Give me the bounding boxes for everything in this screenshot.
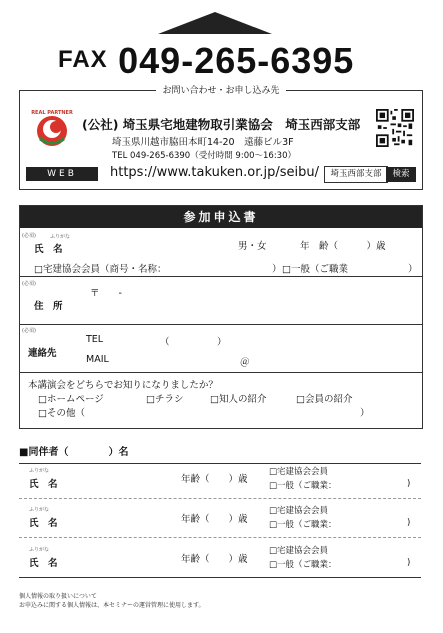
divider <box>20 372 422 373</box>
furigana-label: ふりがな <box>29 468 50 474</box>
header-triangle <box>158 12 272 34</box>
general-option[interactable]: □一般（ご職業 <box>282 264 348 275</box>
fax-label: FAX <box>58 46 108 73</box>
postal-code-field[interactable]: 〒 - <box>90 288 122 299</box>
survey-option-flyer[interactable]: □チラシ <box>146 394 184 405</box>
companion-member-option[interactable]: □宅建協会会員 <box>269 506 329 516</box>
divider <box>19 537 421 538</box>
contact-box <box>19 86 423 190</box>
gender-select[interactable]: 男・女 <box>238 241 267 252</box>
contact-label: 連絡先 <box>28 348 57 359</box>
companion-general-option[interactable]: □一般（ご職業： <box>269 520 337 530</box>
age-field[interactable]: 年 齢（ ）歳 <box>300 241 386 252</box>
furigana-label: ふりがな <box>29 507 50 513</box>
privacy-heading: 個人情報の取り扱いについて <box>19 593 97 600</box>
search-box[interactable]: 埼玉西部支部 <box>324 166 388 183</box>
companion-general-option[interactable]: □一般（ご職業： <box>269 481 337 491</box>
survey-option-acquaintance[interactable]: □知人の紹介 <box>210 394 267 405</box>
furigana-label: ふりがな <box>29 547 50 553</box>
address-text: 埼玉県川越市脇田本町14-20 遠藤ビル3F <box>112 137 294 148</box>
tel-field[interactable]: （ ） <box>160 337 227 348</box>
address-label: 住 所 <box>34 301 63 312</box>
divider <box>19 577 421 578</box>
logo-text: REAL PARTNER <box>31 110 73 116</box>
other-close-paren: ） <box>360 408 370 419</box>
general-close-paren: ） <box>408 264 418 275</box>
divider <box>19 463 421 464</box>
companion-age-field[interactable]: 年齢（ ）歳 <box>181 474 248 485</box>
companion-member-option[interactable]: □宅建協会会員 <box>269 546 329 556</box>
companion-member-option[interactable]: □宅建協会会員 <box>269 467 329 477</box>
companion-close-paren: ) <box>407 479 411 489</box>
survey-option-member[interactable]: □会員の紹介 <box>296 394 353 405</box>
companion-general-option[interactable]: □一般（ご職業： <box>269 560 337 570</box>
companion-close-paren: ) <box>407 558 411 568</box>
name-label: 氏 名 <box>34 244 63 255</box>
survey-option-homepage[interactable]: □ホームページ <box>38 394 104 405</box>
tel-label: TEL <box>86 334 104 345</box>
search-button[interactable]: 検索 <box>386 167 416 182</box>
website-link[interactable]: https://www.takuken.or.jp/seibu/ <box>110 165 320 180</box>
companion-close-paren: ) <box>407 518 411 528</box>
required-mark: (必須) <box>22 233 36 239</box>
divider <box>20 324 422 325</box>
fax-number[interactable]: 049-265-6395 <box>118 40 355 81</box>
furigana-label: ふりがな <box>50 234 71 240</box>
fax-heading <box>58 40 354 82</box>
member-close-paren: ） <box>272 264 282 275</box>
tel-text: TEL 049-265-6390（受付時間 9:00～16:30） <box>112 151 297 161</box>
companion-age-field[interactable]: 年齢（ ）歳 <box>181 554 248 565</box>
companions-title: ■同伴者（ ）名 <box>19 447 129 458</box>
qr-code-icon[interactable] <box>376 109 414 147</box>
companion-name-label: 氏 名 <box>29 558 58 569</box>
survey-question: 本講演会をどちらでお知りになりましたか？ <box>28 380 218 391</box>
contact-caption: お問い合わせ・お申し込み先 <box>20 83 422 96</box>
privacy-note: お申込みに関する個人情報は、本セミナーの運営管理に使用します。 <box>19 602 205 609</box>
mail-label: MAIL <box>86 354 109 365</box>
mail-field[interactable]: ＠ <box>240 357 250 368</box>
required-mark: (必須) <box>22 328 36 334</box>
member-option[interactable]: □宅建協会会員（商号・名称： <box>34 264 167 275</box>
organization-name: (公社) 埼玉県宅地建物取引業協会 埼玉西部支部 <box>82 117 361 132</box>
application-form <box>19 205 423 429</box>
web-label: WEB <box>26 167 98 181</box>
real-partner-logo <box>30 105 74 149</box>
divider <box>19 498 421 499</box>
companion-age-field[interactable]: 年齢（ ）歳 <box>181 514 248 525</box>
divider <box>20 276 422 277</box>
companion-name-label: 氏 名 <box>29 518 58 529</box>
required-mark: (必須) <box>22 281 36 287</box>
companion-name-label: 氏 名 <box>29 479 58 490</box>
survey-option-other[interactable]: □その他（ <box>38 408 85 419</box>
form-title: 参加申込書 <box>20 206 422 228</box>
